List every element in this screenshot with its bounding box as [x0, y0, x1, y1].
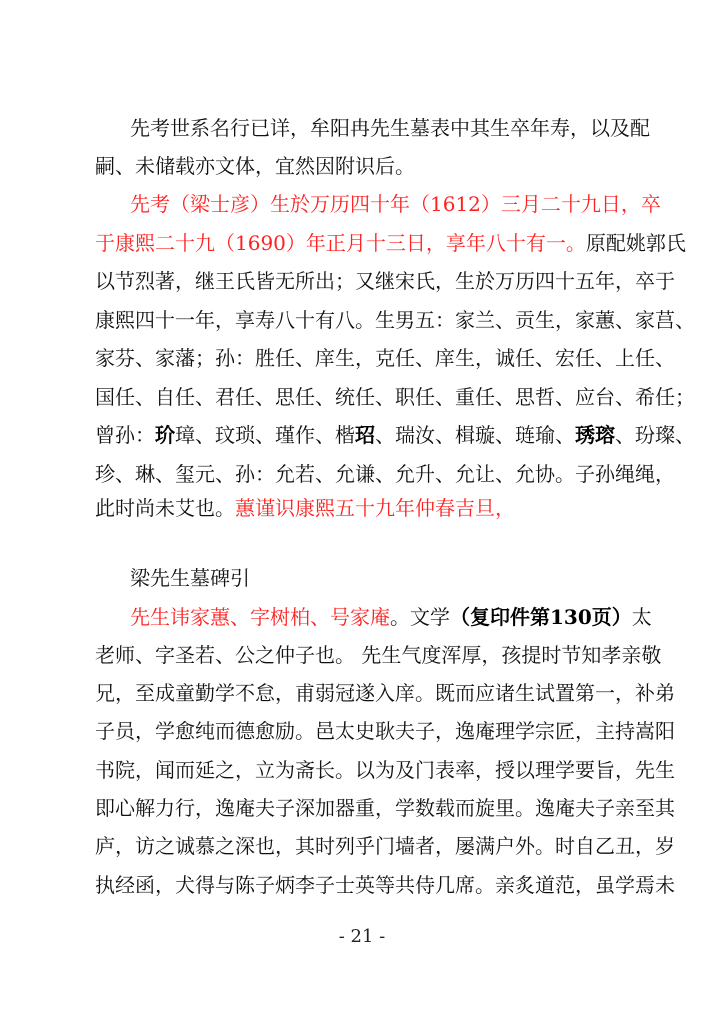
text-segment: 以节烈著，继王氏皆无所出；又继宋氏，生於万历四十五年，卒于 — [95, 269, 675, 293]
text-line — [95, 833, 675, 859]
text-line — [95, 422, 695, 448]
text-segment: 璋、玟琐、瑾作、楷 — [175, 423, 355, 447]
text-line — [95, 230, 686, 256]
text-line — [95, 345, 675, 371]
text-segment: 、玢璨、 — [615, 423, 695, 447]
highlighted-text: 蕙谨识康熙五十九年仲春吉旦， — [235, 496, 515, 520]
text-segment: 。文学 — [390, 605, 450, 629]
text-line — [95, 153, 636, 179]
text-segment: 、瑞汝、楫璇、琏瑜、 — [375, 423, 575, 447]
text-line — [95, 307, 695, 333]
text-segment: 子员，学愈纯而德愈励。邑太史耿夫子，逸庵理学宗匠，主持嵩阳 — [95, 719, 675, 743]
text-line — [95, 718, 675, 744]
text-segment: 曾孙： — [95, 423, 155, 447]
text-segment: 此时尚未艾也。 — [95, 496, 235, 520]
text-segment: 原配姚郭氏 — [585, 231, 686, 255]
text-segment: 书院，闻而延之，立为斋长。以为及门表率，授以理学要旨，先生 — [95, 758, 675, 782]
text-line — [95, 795, 675, 821]
text-segment: 国任、自任、君任、思任、统任、职任、重任、思哲、应台、希任； — [95, 385, 695, 409]
text-line — [95, 384, 695, 410]
highlighted-text: 先生讳家蕙、字树柏、号家庵 — [130, 605, 390, 629]
text-segment: 兄，至成童勤学不怠，甫弱冠遂入庠。既而应诸生试置第一，补弟 — [95, 681, 675, 705]
text-segment: 嗣、未储载亦文体，宜然因附识后。 — [95, 154, 415, 178]
text-segment: 即心解力行，逸庵夫子深加器重，学数载而旋里。逸庵夫子亲至其 — [95, 796, 675, 820]
text-segment: 庐，访之诚慕之深也，其时列乎门墙者，屡满户外。时自乙丑，岁 — [95, 834, 675, 858]
text-line — [95, 495, 636, 521]
text-segment: 珍、琳、玺元、孙：允若、允谦、允升、允让、允协。子孙绳绳， — [95, 462, 675, 486]
text-line — [95, 461, 675, 487]
text-line — [95, 642, 662, 668]
highlighted-text: 先考（梁士彦）生於万历四十年（1612）三月二十九日，卒 — [130, 192, 661, 216]
bold-text: 琇瑢 — [575, 423, 615, 447]
text-segment: 执经函，犬得与陈子炳李子士英等共侍几席。亲炙道范，虽学焉未 — [95, 873, 675, 897]
text-line — [95, 757, 675, 783]
text-line — [95, 872, 675, 898]
text-segment: 康熙四十一年，享寿八十有八。生男五：家兰、贡生，家蕙、家莒、 — [95, 308, 695, 332]
bold-text: （复印件第130页） — [450, 605, 632, 629]
bold-text: 玠 — [155, 423, 175, 447]
page-number: - 21 - — [338, 926, 386, 947]
highlighted-text: 于康熙二十九（1690）年正月十三日，享年八十有一。 — [95, 231, 586, 255]
bold-text: 玿 — [355, 423, 375, 447]
text-line — [130, 604, 652, 630]
text-line — [95, 268, 675, 294]
text-segment: 先考世系名行已详，牟阳冉先生墓表中其生卒年寿，以及配 — [130, 116, 650, 140]
text-line — [130, 115, 650, 141]
section-heading — [130, 565, 636, 591]
text-segment: 太 — [631, 605, 652, 629]
text-segment: 梁先生墓碑引 — [130, 566, 250, 590]
text-segment: 老师、字圣若、公之仲子也。 先生气度浑厚，孩提时节知孝亲敬 — [95, 643, 662, 667]
text-line — [95, 680, 675, 706]
text-line — [130, 191, 661, 217]
text-segment: 家芬、家藩；孙：胜任、庠生，克任、庠生，诚任、宏任、上任、 — [95, 346, 675, 370]
